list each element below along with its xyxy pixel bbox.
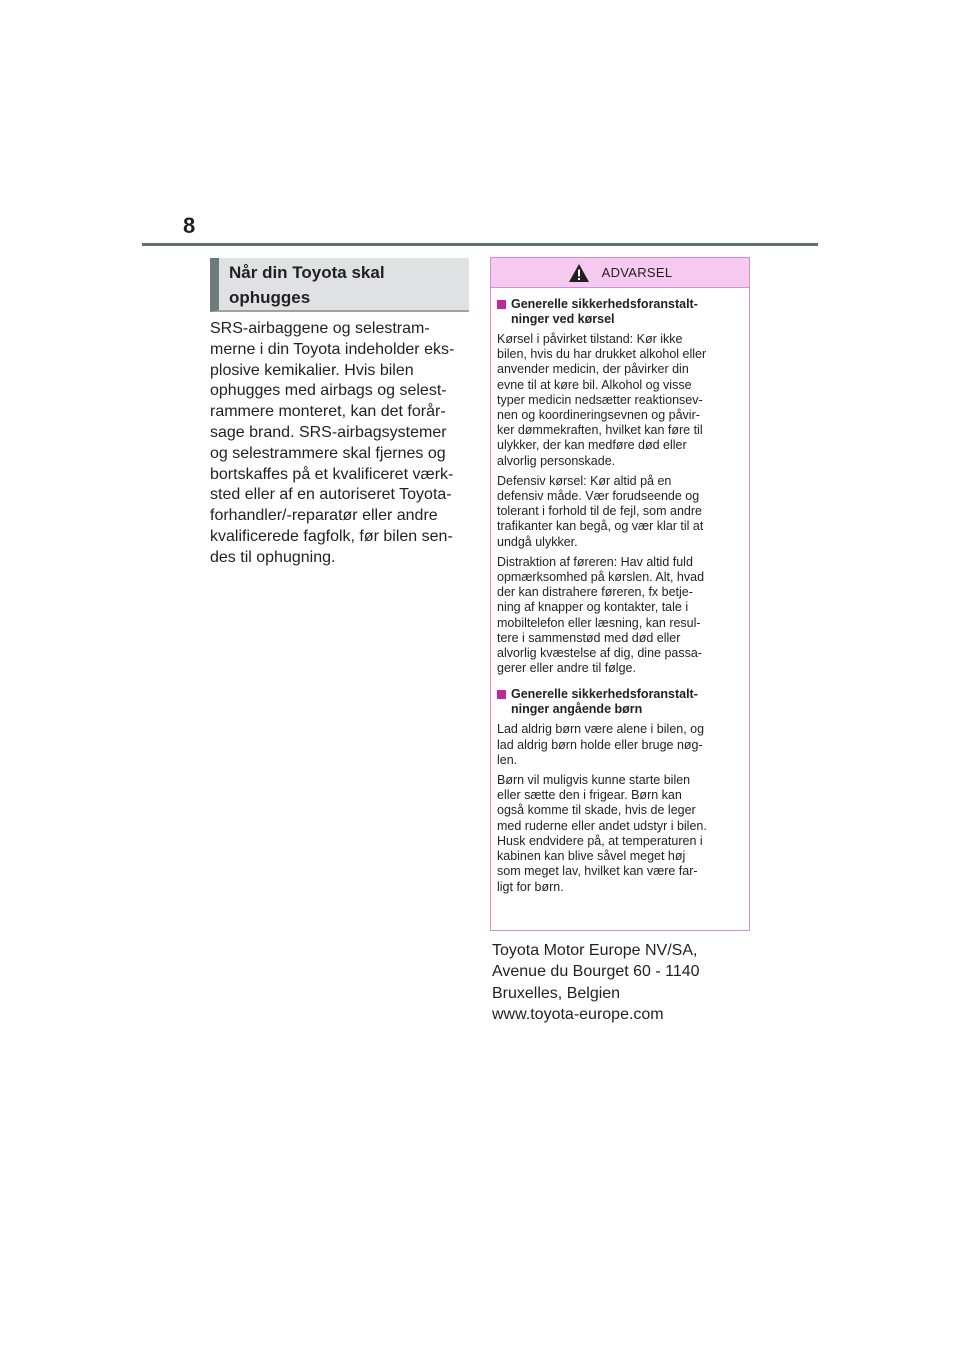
section-title-line1: Når din Toyota skal (229, 263, 385, 282)
address-line1: Toyota Motor Europe NV/SA, (492, 942, 698, 959)
warning-heading-driving-text: Generelle sikkerhedsforanstalt- ninger ved kørsel (511, 297, 698, 326)
header-rule (142, 243, 818, 246)
section-title-line2: ophugges (229, 288, 311, 307)
section-heading-box (210, 258, 469, 312)
warning-heading-children-text: Generelle sikkerhedsforanstalt- ninger angående børn (511, 687, 698, 717)
warning-heading-driving (497, 297, 743, 327)
address-line3: Bruxelles, Belgien (492, 984, 621, 1002)
warning-para-defensive: Defensiv kørsel: Kør altid på en defensiv måde. Vær forudseende og tolerant i forhold til de fejl, som andre trafikanter kan begå, og vær klar til at undgå ulykker. (497, 473, 704, 549)
left-column (210, 258, 469, 569)
warning-heading-children (497, 687, 743, 717)
section-body: SRS-airbaggene og selestram- merne i din Toyota indeholder eks- plosive kemikalier. Hvis bilen ophugges med airbags og selest- rammere monteret, kan det forår- sage brand. SRS-airbagsystemer og selestrammere skal fjernes og bortskaffes på et kvalificeret værk- sted eller af en autoriseret Toyota- forhandler/-reparatør eller andre kvalificerede fagfolk, før bilen sen- des til ophugning. (210, 320, 455, 566)
page-number: 8 (183, 213, 196, 238)
warning-content (491, 288, 749, 895)
address-line2: Avenue du Bourget 60 - 1140 (492, 963, 700, 981)
warning-header (491, 258, 749, 288)
warning-para-children-alone: Lad aldrig børn være alene i bilen, og lad aldrig børn holde eller bruge nøg- len. (497, 722, 705, 767)
warning-para-impaired: Kørsel i påvirket tilstand: Kør ikke bilen, hvis du har drukket alkohol eller anvender medicin, der påvirker din evne til at køre bil. Alkohol og visse typer medicin nedsætter reaktionsev- nen og koordineringsevnen og påvir- ker dømmekraften, hvilket kan føre til ulykker, der kan medføre død eller alvorlig personskade. (497, 332, 707, 468)
warning-para-distraction: Distraktion af føreren: Hav altid fuld opmærksomhed på kørslen. Alt, hvad der kan distrahere føreren, fx betje- ning af knapper og kontakter, tale i mobiltelefon eller læsning, kan resul- tere i sammenstød med død eller alvorlig kvæstelse af dig, dine passa- gerer eller andre til følge. (497, 554, 705, 676)
bullet-square-icon (497, 300, 506, 309)
address-website: www.toyota-europe.com (492, 1005, 664, 1023)
publisher-address (492, 940, 762, 1025)
warning-box (490, 257, 750, 931)
warning-title: ADVARSEL (601, 265, 673, 280)
warning-para-children-start: Børn vil muligvis kunne starte bilen eller sætte den i frigear. Børn kan også komme til skade, hvis de leger med ruderne eller andet udstyr i bilen. Husk endvidere på, at temperaturen i kabinen kan blive såvel meget høj som meget lav, hvilket kan være far- ligt for børn. (497, 773, 707, 894)
warning-triangle-icon (568, 263, 590, 283)
bullet-square-icon (497, 690, 506, 699)
